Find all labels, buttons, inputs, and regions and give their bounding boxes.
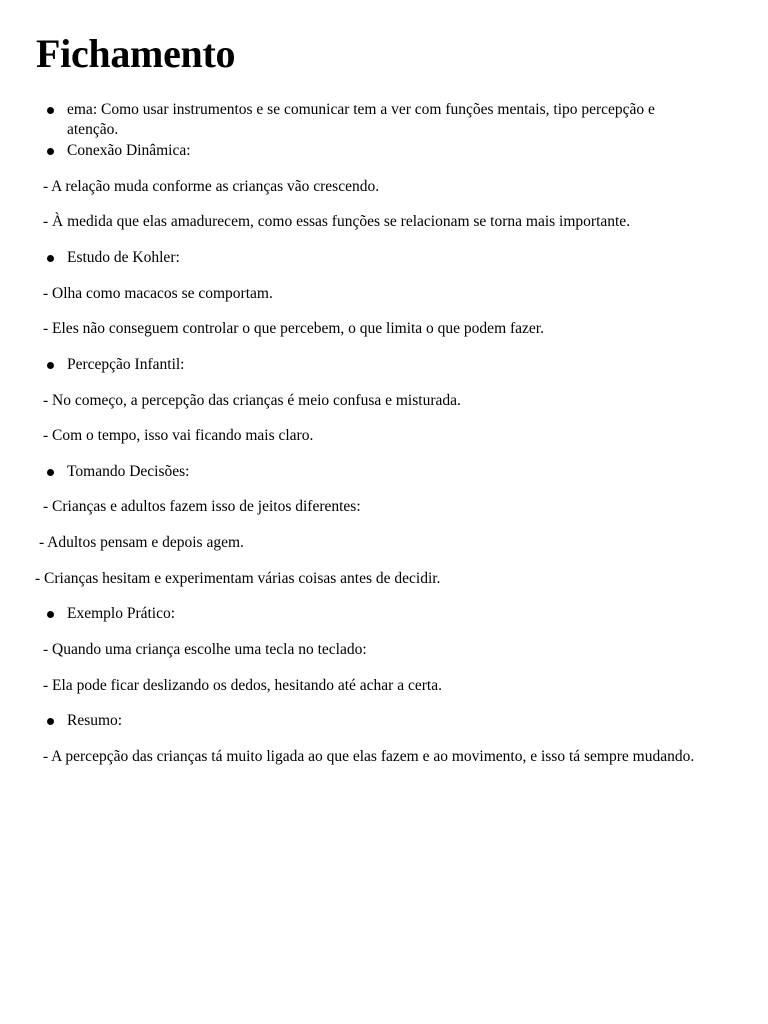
bullet-icon <box>47 255 54 262</box>
bullet-text: Exemplo Prático: <box>67 605 176 622</box>
bullet-text: Estudo de Kohler: <box>67 249 180 266</box>
note-line: - No começo, a percepção das crianças é meio confusa e misturada. <box>43 392 461 409</box>
bullet-item <box>67 711 122 731</box>
bullet-item <box>67 355 184 375</box>
bullet-text: ema: Como usar instrumentos e se comunicar tem a ver com funções mentais, tipo percepção e atenção. <box>67 101 655 138</box>
bullet-item <box>67 604 175 624</box>
note-line: - Crianças e adultos fazem isso de jeitos diferentes: <box>43 498 361 515</box>
bullet-icon <box>47 469 54 476</box>
bullet-item <box>67 141 191 161</box>
note-line: - Crianças hesitam e experimentam várias coisas antes de decidir. <box>35 570 441 587</box>
note-line: - A relação muda conforme as crianças vão crescendo. <box>43 178 380 195</box>
bullet-icon <box>47 148 54 155</box>
bullet-icon <box>47 362 54 369</box>
note-line: - Eles não conseguem controlar o que percebem, o que limita o que podem fazer. <box>43 320 544 337</box>
note-line: - Adultos pensam e depois agem. <box>39 534 244 551</box>
note-line: - Quando uma criança escolhe uma tecla no teclado: <box>43 641 367 658</box>
page-title: Fichamento <box>36 31 236 76</box>
bullet-icon <box>47 107 54 114</box>
bullet-item <box>67 100 707 140</box>
bullet-text: Conexão Dinâmica: <box>67 142 191 159</box>
note-line: - Com o tempo, isso vai ficando mais claro. <box>43 427 314 444</box>
bullet-text: Tomando Decisões: <box>67 463 190 480</box>
note-line: - Ela pode ficar deslizando os dedos, hesitando até achar a certa. <box>43 677 442 694</box>
bullet-icon <box>47 611 54 618</box>
bullet-text: Resumo: <box>67 712 123 729</box>
note-line: - Olha como macacos se comportam. <box>43 285 273 302</box>
bullet-text: Percepção Infantil: <box>67 356 185 373</box>
bullet-item <box>67 248 180 268</box>
note-line: - À medida que elas amadurecem, como essas funções se relacionam se torna mais importante. <box>43 213 631 230</box>
bullet-icon <box>47 718 54 725</box>
bullet-item <box>67 462 189 482</box>
note-line: - A percepção das crianças tá muito ligada ao que elas fazem e ao movimento, e isso tá sempre mudando. <box>43 748 695 765</box>
